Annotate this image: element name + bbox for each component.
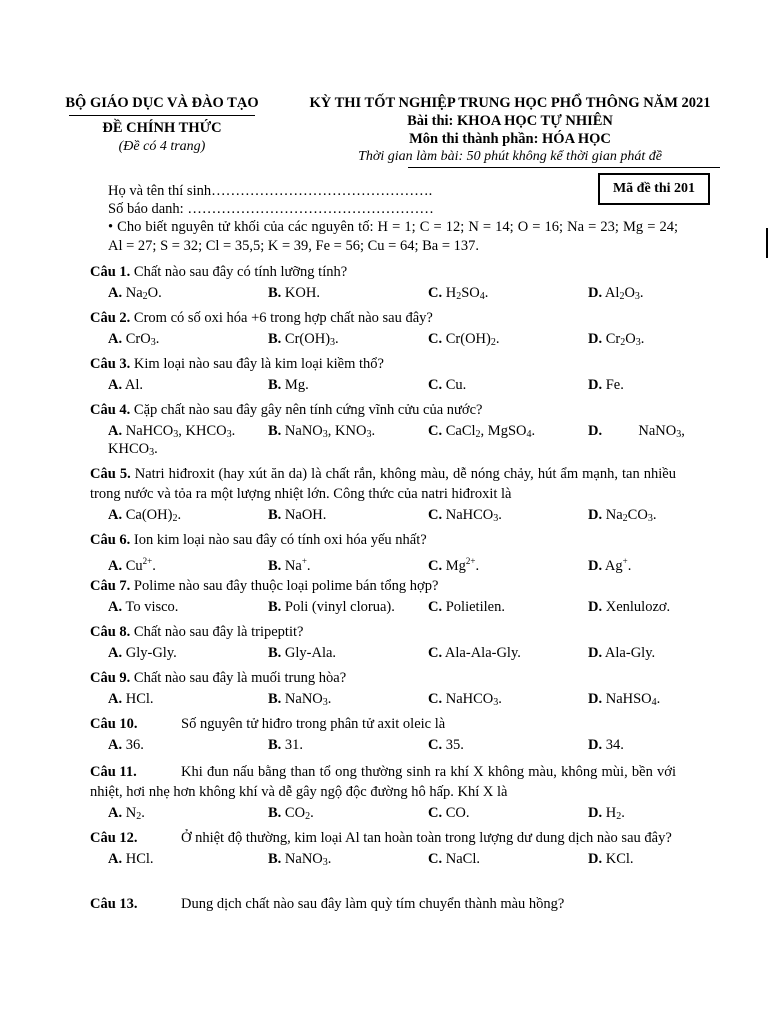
answer-option-c[interactable]	[428, 735, 464, 755]
question-stem	[90, 262, 676, 282]
option-key: A.	[108, 331, 123, 347]
question-label: Câu 8.	[90, 624, 131, 640]
option-value: $Na_2O$.	[122, 285, 162, 302]
option-value: Cu.	[442, 377, 467, 393]
answer-options	[90, 734, 676, 756]
option-value: Al.	[122, 377, 144, 393]
option-value: $Cr_2O_3$.	[602, 331, 645, 348]
question-label: Câu 7.	[90, 578, 131, 594]
answer-option-a[interactable]	[108, 643, 177, 663]
option-value: 35.	[442, 737, 464, 753]
option-key: B.	[268, 331, 282, 347]
option-key: B.	[268, 377, 282, 393]
question-text: Chất nào sau đây có tính lưỡng tính?	[130, 264, 348, 280]
option-key: D.	[588, 331, 603, 347]
option-value: Ag+.	[602, 556, 632, 574]
answer-option-c[interactable]	[428, 375, 466, 395]
ministry-name: BỘ GIÁO DỤC VÀ ĐÀO TẠO	[65, 95, 259, 111]
option-value: HCl.	[122, 851, 154, 867]
question-label: Câu 4.	[90, 402, 131, 418]
option-value: 31.	[281, 737, 304, 753]
answer-options	[90, 420, 685, 442]
option-key: B.	[268, 423, 282, 439]
question-text: Ion kim loại nào sau đây có tính oxi hóa yếu nhất?	[130, 532, 427, 548]
option-value: NaHCO$_3$.	[442, 507, 502, 524]
question-stem	[90, 530, 676, 550]
option-key: C.	[428, 377, 443, 393]
answer-option-a[interactable]	[108, 849, 154, 869]
answer-option-a[interactable]	[108, 329, 159, 353]
question-label: Câu 9.	[90, 670, 131, 686]
option-key: B.	[268, 805, 282, 821]
answer-option-d[interactable]	[588, 505, 656, 529]
question-label: Câu 1.	[90, 264, 131, 280]
option-value: 34.	[602, 737, 624, 753]
option-key: C.	[428, 691, 443, 707]
question-8	[90, 622, 676, 664]
option-value: Fe.	[602, 377, 624, 393]
question-stem	[90, 354, 676, 374]
option-key: D.	[588, 285, 603, 301]
question-stem	[90, 762, 676, 802]
question-10	[90, 714, 676, 756]
option-key: B.	[268, 599, 282, 615]
answer-option-d[interactable]	[588, 803, 625, 827]
page-count: (Đề có 4 trang)	[118, 139, 206, 154]
option-key: D.	[588, 805, 603, 821]
question-label: Câu 2.	[90, 310, 131, 326]
option-key: A.	[108, 599, 123, 615]
option-value: NaHCO$_3$.	[442, 691, 502, 708]
answer-option-d[interactable]	[588, 643, 655, 663]
option-key: D.	[588, 691, 603, 707]
option-key: A.	[108, 377, 123, 393]
answer-option-d[interactable]	[588, 421, 685, 445]
option-value: Gly-Gly.	[122, 645, 177, 661]
question-label: Câu 6.	[90, 532, 131, 548]
option-value: NaHSO$_4$.	[602, 691, 661, 708]
option-value: NaNO$_3$.	[281, 851, 332, 868]
option-key: D.	[588, 645, 603, 661]
answer-option-d[interactable]	[588, 329, 644, 353]
option-value: $H_2$.	[602, 805, 625, 822]
answer-options	[90, 688, 676, 710]
question-stem	[90, 400, 676, 420]
option-value: $CO_2$.	[281, 805, 314, 822]
question-11	[90, 762, 676, 824]
option-value: NaNO$_3$,	[602, 423, 685, 440]
answer-option-a[interactable]	[108, 689, 154, 709]
option-value: Polietilen.	[442, 599, 505, 615]
option-key: B.	[268, 737, 282, 753]
answer-option-c[interactable]	[428, 849, 480, 869]
option-value: $Na_2CO_3$.	[602, 507, 657, 524]
answer-option-b[interactable]	[268, 283, 320, 303]
question-text: Natri hiđroxit (hay xút ăn da) là chất rắn, không màu, dễ nóng chảy, hút ẩm mạnh, tan nhiều trong nước và tỏa ra một lượng nhiệt lớn. Công thức của natri hiđroxit là	[90, 466, 676, 502]
question-label: Câu 3.	[90, 356, 131, 372]
option-key: C.	[428, 805, 443, 821]
duration-underline	[408, 167, 720, 168]
option-key: A.	[108, 805, 123, 821]
answer-option-a[interactable]	[108, 375, 143, 395]
option-key: C.	[428, 331, 443, 347]
option-key: D.	[588, 507, 603, 523]
option-value: To visco.	[122, 599, 179, 615]
question-label: Câu 12.	[90, 830, 138, 846]
question-text: Ở nhiệt độ thường, kim loại Al tan hoàn toàn trong lượng dư dung dịch nào sau đây?	[181, 830, 672, 846]
answer-option-c[interactable]	[428, 421, 535, 445]
option-key: B.	[268, 507, 282, 523]
option-value: NaHCO$_3$, $KHCO_3$.	[122, 423, 236, 440]
option-key: B.	[268, 645, 282, 661]
question-7	[90, 576, 676, 618]
answer-option-c[interactable]	[428, 283, 488, 307]
option-value: CO.	[442, 805, 470, 821]
ministry-underline	[69, 115, 255, 116]
answer-option-a[interactable]	[108, 551, 156, 576]
answer-option-a[interactable]	[108, 597, 178, 617]
answer-options	[90, 374, 676, 396]
answer-option-d[interactable]	[588, 551, 631, 576]
option-value: KCl.	[602, 851, 634, 867]
option-key: D.	[588, 377, 603, 393]
answer-option-c[interactable]	[428, 329, 499, 353]
option-continuation: $KHCO_3$.	[108, 441, 158, 458]
option-value: CrO$_3$.	[122, 331, 160, 348]
answer-option-d[interactable]	[588, 283, 644, 307]
option-value: $Cr(OH)_2$.	[442, 331, 500, 348]
question-stem	[90, 622, 676, 642]
subject-name: Môn thi thành phần: HÓA HỌC	[409, 131, 611, 147]
question-label: Câu 13.	[90, 896, 138, 912]
option-key: C.	[428, 423, 443, 439]
option-key: C.	[428, 599, 443, 615]
question-3	[90, 354, 676, 396]
atomic-masses-note: • Cho biết nguyên tử khối của các nguyên tố: H = 1; C = 12; N = 14; O = 16; Na = 23; Mg = 24; Al = 27; S = 32; Cl = 35,5; K = 39, Fe = 56; Cu = 64; Ba = 137.	[108, 219, 678, 254]
option-value: $Cr(OH)_3$.	[281, 331, 339, 348]
answer-option-a[interactable]	[108, 803, 145, 827]
option-value: NaOH.	[281, 507, 327, 523]
answer-option-c[interactable]	[428, 689, 502, 713]
question-1	[90, 262, 676, 304]
option-key: B.	[268, 558, 282, 574]
question-stem	[90, 828, 676, 848]
question-5	[90, 464, 676, 526]
option-value: $Al_2O_3$.	[602, 285, 644, 302]
answer-option-d[interactable]	[588, 597, 670, 617]
answer-options	[90, 848, 676, 870]
option-value: Poli (vinyl clorua).	[281, 599, 395, 615]
answer-option-b[interactable]	[268, 849, 331, 873]
option-key: C.	[428, 558, 443, 574]
question-label: Câu 11.	[90, 764, 137, 780]
option-value: $Mg^{2+}$.	[442, 556, 480, 574]
answer-option-b[interactable]	[268, 735, 303, 755]
answer-options	[90, 282, 676, 304]
option-key: A.	[108, 423, 123, 439]
answer-options	[90, 642, 676, 664]
option-value: Gly-Ala.	[281, 645, 337, 661]
question-text: Crom có số oxi hóa +6 trong hợp chất nào sau đây?	[130, 310, 433, 326]
answer-option-c[interactable]	[428, 551, 479, 576]
candidate-id-line: Số báo danh: ……………………………………………	[108, 201, 434, 217]
answer-option-c[interactable]	[428, 643, 521, 663]
exam-name: KỲ THI TỐT NGHIỆP TRUNG HỌC PHỔ THÔNG NĂM 2021	[309, 95, 711, 111]
option-value: $H_2SO_4$.	[442, 285, 489, 302]
question-text: Chất nào sau đây là tripeptit?	[130, 624, 304, 640]
answer-options	[90, 504, 676, 526]
candidate-info	[108, 182, 434, 218]
option-key: C.	[428, 645, 443, 661]
answer-option-b[interactable]	[268, 803, 314, 827]
test-name: Bài thi: KHOA HỌC TỰ NHIÊN	[407, 113, 613, 129]
header-left	[52, 94, 272, 156]
option-key: A.	[108, 691, 123, 707]
question-text: Cặp chất nào sau đây gây nên tính cứng vĩnh cửu của nước?	[130, 402, 483, 418]
answer-options	[90, 550, 676, 572]
answer-option-d[interactable]	[588, 849, 634, 869]
option-key: D.	[588, 737, 603, 753]
question-2	[90, 308, 676, 350]
answer-option-d[interactable]	[588, 375, 624, 395]
question-stem	[90, 308, 676, 328]
question-stem	[90, 894, 676, 914]
option-key: A.	[108, 645, 123, 661]
option-value: Na+.	[281, 556, 311, 574]
question-text: Số nguyên tử hiđro trong phân tử axit oleic là	[181, 716, 446, 732]
option-key: C.	[428, 285, 443, 301]
answer-option-a[interactable]	[108, 283, 162, 307]
question-stem	[90, 668, 676, 688]
option-value: $Cu^{2+}$.	[122, 556, 156, 574]
option-key: A.	[108, 558, 123, 574]
option-key: A.	[108, 285, 123, 301]
answer-option-d[interactable]	[588, 689, 660, 713]
candidate-name-line: Họ và tên thí sinh……………………………………….	[108, 183, 433, 199]
option-key: D.	[588, 423, 603, 439]
answer-option-d[interactable]	[588, 735, 624, 755]
answer-options	[90, 596, 676, 618]
official-exam-label: ĐỀ CHÍNH THỨC	[102, 120, 222, 136]
duration: Thời gian làm bài: 50 phút không kể thời gian phát đề	[358, 149, 662, 164]
option-key: D.	[588, 558, 603, 574]
option-value: 36.	[122, 737, 144, 753]
option-value: HCl.	[122, 691, 154, 707]
answer-option-b[interactable]	[268, 421, 375, 445]
option-value: $N_2$.	[122, 805, 145, 822]
answer-option-b[interactable]	[268, 643, 336, 663]
question-text: Dung dịch chất nào sau đây làm quỳ tím chuyển thành màu hồng?	[181, 896, 565, 912]
option-value: NaNO$_3$, $KNO_3$.	[281, 423, 376, 440]
question-text: Kim loại nào sau đây là kim loại kiềm thổ?	[130, 356, 384, 372]
answer-option-a[interactable]	[108, 505, 181, 529]
answer-option-b[interactable]	[268, 597, 395, 617]
option-key: B.	[268, 851, 282, 867]
option-key: D.	[588, 599, 603, 615]
option-value: Ala-Ala-Gly.	[442, 645, 521, 661]
answer-option-b[interactable]	[268, 689, 331, 713]
header-right	[290, 94, 730, 168]
option-key: C.	[428, 507, 443, 523]
answer-option-a[interactable]	[108, 421, 235, 445]
question-stem	[90, 714, 676, 734]
option-key: D.	[588, 851, 603, 867]
option-key: A.	[108, 851, 123, 867]
question-stem	[90, 464, 676, 504]
answer-options	[90, 802, 676, 824]
option-key: B.	[268, 691, 282, 707]
option-value: Xenlulozơ.	[602, 599, 671, 615]
question-6	[90, 530, 676, 572]
question-4	[90, 400, 685, 463]
answer-option-a[interactable]	[108, 735, 144, 755]
answer-option-b[interactable]	[268, 375, 309, 395]
option-key: B.	[268, 285, 282, 301]
option-key: A.	[108, 737, 123, 753]
question-stem	[90, 576, 676, 596]
question-text: Chất nào sau đây là muối trung hòa?	[130, 670, 347, 686]
option-value: KOH.	[281, 285, 320, 301]
answer-option-b[interactable]	[268, 551, 311, 576]
option-key: C.	[428, 737, 443, 753]
answer-option-b[interactable]	[268, 329, 339, 353]
option-value: NaNO$_3$.	[281, 691, 332, 708]
answer-option-c[interactable]	[428, 803, 470, 823]
exam-code-box: Mã đề thi 201	[598, 173, 710, 205]
answer-option-c[interactable]	[428, 597, 505, 617]
option-value: Ala-Gly.	[602, 645, 656, 661]
question-label: Câu 5.	[90, 466, 131, 482]
option-value: CaCl$_2$, MgSO$_4$.	[442, 423, 536, 440]
option-value: NaCl.	[442, 851, 480, 867]
question-text: Khi đun nấu bằng than tổ ong thường sinh ra khí X không màu, không mùi, bền với nhiệt, hơi nhẹ hơn không khí và dễ gây ngộ độc đường hô hấp. Khí X là	[90, 764, 676, 800]
option-key: C.	[428, 851, 443, 867]
option-value: Mg.	[281, 377, 309, 393]
option-value: $Ca(OH)_2$.	[122, 507, 182, 524]
option-key: A.	[108, 507, 123, 523]
question-9	[90, 668, 676, 710]
question-text: Polime nào sau đây thuộc loại polime bán tổng hợp?	[130, 578, 439, 594]
question-label: Câu 10.	[90, 716, 138, 732]
answer-option-b[interactable]	[268, 505, 326, 525]
question-12	[90, 828, 676, 870]
question-13	[90, 894, 676, 914]
answer-options	[90, 328, 676, 350]
answer-option-c[interactable]	[428, 505, 502, 529]
